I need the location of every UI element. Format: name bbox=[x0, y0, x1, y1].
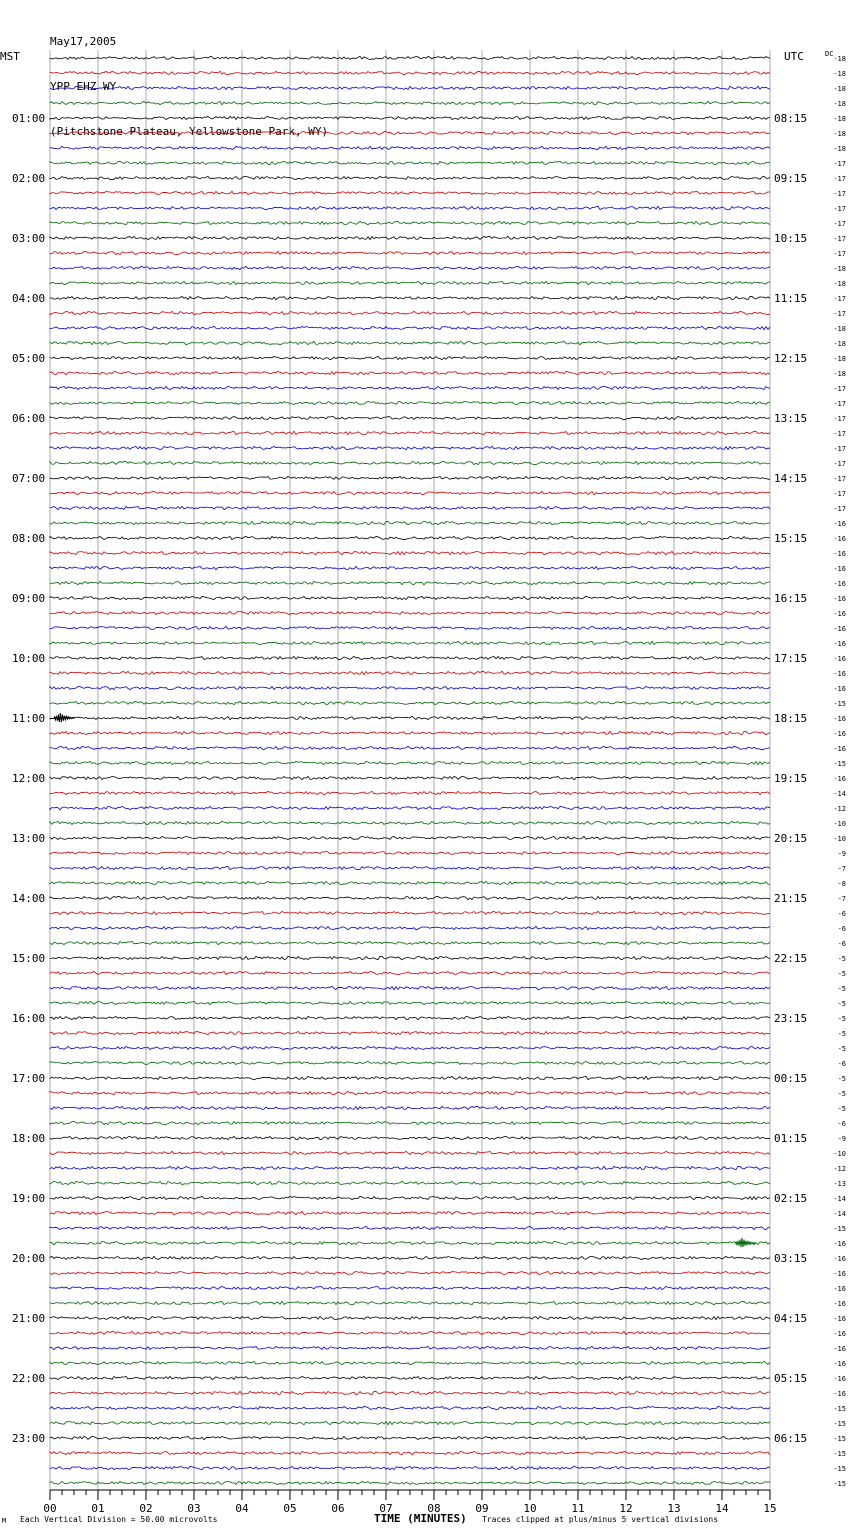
trace-row-65 bbox=[50, 1031, 770, 1034]
trace-row-38 bbox=[50, 626, 770, 629]
utc-label-6: 13:15 bbox=[774, 412, 808, 425]
vertical-division-note: Each Vertical Division = 50.00 microvolts bbox=[20, 1515, 218, 1524]
x-tick-label-8: 08 bbox=[427, 1502, 441, 1515]
x-tick-label-0: 00 bbox=[43, 1502, 57, 1515]
dc-offset-79: -16 bbox=[833, 1240, 846, 1248]
event-burst-1 bbox=[736, 1238, 756, 1247]
trace-row-80 bbox=[50, 1256, 770, 1259]
trace-row-34 bbox=[50, 566, 770, 569]
dc-offset-15: -18 bbox=[833, 280, 846, 288]
trace-row-27 bbox=[50, 461, 770, 464]
trace-row-87 bbox=[50, 1361, 770, 1364]
utc-label-13: 20:15 bbox=[774, 832, 808, 845]
dc-offset-85: -16 bbox=[833, 1330, 846, 1338]
trace-row-30 bbox=[50, 506, 770, 509]
dc-offset-37: -16 bbox=[833, 610, 846, 618]
dc-offset-93: -15 bbox=[833, 1450, 846, 1458]
dc-offset-2: -18 bbox=[833, 85, 846, 93]
trace-row-21 bbox=[50, 371, 770, 374]
trace-row-88 bbox=[50, 1376, 770, 1379]
trace-row-25 bbox=[50, 431, 770, 434]
trace-row-39 bbox=[50, 641, 770, 644]
utc-label-18: 01:15 bbox=[774, 1132, 808, 1145]
trace-row-51 bbox=[50, 821, 770, 824]
utc-label-1: 08:15 bbox=[774, 112, 808, 125]
trace-row-81 bbox=[50, 1271, 770, 1274]
x-tick-label-5: 05 bbox=[283, 1502, 297, 1515]
dc-offset-65: -5 bbox=[837, 1030, 846, 1038]
mst-label-18: 18:00 bbox=[12, 1132, 46, 1145]
trace-row-48 bbox=[50, 776, 770, 779]
x-tick-label-9: 09 bbox=[475, 1502, 489, 1515]
utc-axis-title: UTC bbox=[784, 50, 804, 63]
utc-label-4: 11:15 bbox=[774, 292, 808, 305]
dc-offset-58: -6 bbox=[837, 925, 846, 933]
trace-row-68 bbox=[50, 1076, 770, 1079]
dc-offset-18: -18 bbox=[833, 325, 846, 333]
x-tick-label-1: 01 bbox=[91, 1502, 105, 1515]
dc-offset-1: -18 bbox=[833, 70, 846, 78]
dc-offset-14: -18 bbox=[833, 265, 846, 273]
dc-offset-8: -17 bbox=[833, 175, 846, 183]
dc-offset-69: -5 bbox=[837, 1090, 846, 1098]
mst-label-7: 07:00 bbox=[12, 472, 46, 485]
dc-offset-77: -14 bbox=[833, 1210, 846, 1218]
mst-axis-title: MST bbox=[0, 50, 20, 63]
trace-row-28 bbox=[50, 476, 770, 479]
utc-label-19: 02:15 bbox=[774, 1192, 808, 1205]
dc-offset-44: -16 bbox=[833, 715, 846, 723]
trace-row-41 bbox=[50, 671, 770, 674]
dc-offset-32: -16 bbox=[833, 535, 846, 543]
x-tick-label-14: 14 bbox=[715, 1502, 729, 1515]
dc-offset-67: -6 bbox=[837, 1060, 846, 1068]
trace-row-52 bbox=[50, 836, 770, 839]
trace-row-90 bbox=[50, 1406, 770, 1409]
mst-label-9: 09:00 bbox=[12, 592, 46, 605]
dc-offset-34: -16 bbox=[833, 565, 846, 573]
dc-offset-86: -16 bbox=[833, 1345, 846, 1353]
mst-label-8: 08:00 bbox=[12, 532, 46, 545]
trace-row-57 bbox=[50, 911, 770, 914]
trace-row-70 bbox=[50, 1106, 770, 1109]
utc-label-16: 23:15 bbox=[774, 1012, 808, 1025]
dc-offset-38: -16 bbox=[833, 625, 846, 633]
dc-offset-6: -18 bbox=[833, 145, 846, 153]
dc-offset-54: -7 bbox=[837, 865, 846, 873]
dc-offset-89: -16 bbox=[833, 1390, 846, 1398]
dc-offset-88: -16 bbox=[833, 1375, 846, 1383]
x-tick-label-7: 07 bbox=[379, 1502, 393, 1515]
trace-row-7 bbox=[50, 161, 770, 164]
utc-label-7: 14:15 bbox=[774, 472, 808, 485]
x-axis-title: TIME (MINUTES) bbox=[374, 1512, 467, 1525]
trace-row-32 bbox=[50, 536, 770, 539]
trace-row-95 bbox=[50, 1481, 770, 1484]
trace-row-71 bbox=[50, 1121, 770, 1124]
utc-label-10: 17:15 bbox=[774, 652, 808, 665]
dc-offset-39: -16 bbox=[833, 640, 846, 648]
trace-row-42 bbox=[50, 686, 770, 689]
mst-label-19: 19:00 bbox=[12, 1192, 46, 1205]
trace-row-78 bbox=[50, 1226, 770, 1229]
trace-row-56 bbox=[50, 896, 770, 899]
x-tick-label-12: 12 bbox=[619, 1502, 633, 1515]
dc-offset-66: -5 bbox=[837, 1045, 846, 1053]
dc-offset-17: -17 bbox=[833, 310, 846, 318]
mst-label-1: 01:00 bbox=[12, 112, 46, 125]
dc-offset-55: -8 bbox=[837, 880, 846, 888]
dc-offset-72: -9 bbox=[837, 1135, 846, 1143]
dc-offset-52: -10 bbox=[833, 835, 846, 843]
trace-row-85 bbox=[50, 1331, 770, 1334]
trace-row-59 bbox=[50, 941, 770, 944]
trace-row-43 bbox=[50, 701, 770, 704]
mst-label-5: 05:00 bbox=[12, 352, 46, 365]
dc-offset-50: -12 bbox=[833, 805, 846, 813]
trace-row-6 bbox=[50, 146, 770, 149]
trace-row-44 bbox=[50, 716, 770, 719]
trace-row-19 bbox=[50, 341, 770, 344]
trace-row-89 bbox=[50, 1391, 770, 1394]
dc-offset-57: -6 bbox=[837, 910, 846, 918]
utc-label-5: 12:15 bbox=[774, 352, 808, 365]
utc-label-9: 16:15 bbox=[774, 592, 808, 605]
dc-offset-61: -5 bbox=[837, 970, 846, 978]
mst-label-3: 03:00 bbox=[12, 232, 46, 245]
mst-label-4: 04:00 bbox=[12, 292, 46, 305]
trace-row-14 bbox=[50, 266, 770, 269]
mst-label-20: 20:00 bbox=[12, 1252, 46, 1265]
corner-mark: M bbox=[2, 1517, 7, 1525]
dc-offset-9: -17 bbox=[833, 190, 846, 198]
dc-offset-30: -17 bbox=[833, 505, 846, 513]
trace-row-33 bbox=[50, 551, 770, 554]
dc-offset-29: -17 bbox=[833, 490, 846, 498]
dc-offset-74: -12 bbox=[833, 1165, 846, 1173]
trace-row-35 bbox=[50, 581, 770, 584]
dc-offset-45: -16 bbox=[833, 730, 846, 738]
dc-offset-5: -18 bbox=[833, 130, 846, 138]
header-station: YPP EHZ WY bbox=[50, 80, 117, 93]
dc-offset-35: -16 bbox=[833, 580, 846, 588]
mst-label-10: 10:00 bbox=[12, 652, 46, 665]
dc-offset-53: -9 bbox=[837, 850, 846, 858]
utc-label-2: 09:15 bbox=[774, 172, 808, 185]
dc-offset-43: -15 bbox=[833, 700, 846, 708]
dc-offset-81: -16 bbox=[833, 1270, 846, 1278]
trace-row-16 bbox=[50, 296, 770, 299]
x-tick-label-15: 15 bbox=[763, 1502, 777, 1515]
trace-row-92 bbox=[50, 1436, 770, 1439]
dc-offset-46: -16 bbox=[833, 745, 846, 753]
mst-label-11: 11:00 bbox=[12, 712, 46, 725]
utc-label-22: 05:15 bbox=[774, 1372, 808, 1385]
mst-label-23: 23:00 bbox=[12, 1432, 46, 1445]
dc-offset-labels bbox=[833, 55, 846, 1488]
trace-row-86 bbox=[50, 1346, 770, 1349]
trace-row-10 bbox=[50, 206, 770, 209]
dc-offset-28: -17 bbox=[833, 475, 846, 483]
trace-row-58 bbox=[50, 926, 770, 929]
trace-row-91 bbox=[50, 1421, 770, 1424]
mst-hour-labels bbox=[12, 112, 45, 1445]
mst-label-16: 16:00 bbox=[12, 1012, 46, 1025]
trace-row-20 bbox=[50, 356, 770, 359]
dc-offset-75: -13 bbox=[833, 1180, 846, 1188]
trace-row-17 bbox=[50, 311, 770, 314]
utc-label-15: 22:15 bbox=[774, 952, 808, 965]
dc-offset-20: -18 bbox=[833, 355, 846, 363]
dc-offset-27: -17 bbox=[833, 460, 846, 468]
dc-offset-7: -17 bbox=[833, 160, 846, 168]
dc-offset-49: -14 bbox=[833, 790, 846, 798]
trace-row-84 bbox=[50, 1316, 770, 1319]
dc-offset-83: -16 bbox=[833, 1300, 846, 1308]
trace-row-3 bbox=[50, 101, 770, 104]
dc-offset-13: -17 bbox=[833, 250, 846, 258]
dc-offset-51: -10 bbox=[833, 820, 846, 828]
dc-offset-36: -16 bbox=[833, 595, 846, 603]
dc-offset-60: -5 bbox=[837, 955, 846, 963]
dc-offset-4: -18 bbox=[833, 115, 846, 123]
dc-offset-92: -15 bbox=[833, 1435, 846, 1443]
trace-row-93 bbox=[50, 1451, 770, 1454]
trace-row-29 bbox=[50, 491, 770, 494]
trace-row-62 bbox=[50, 986, 770, 989]
trace-row-18 bbox=[50, 326, 770, 330]
dc-offset-62: -5 bbox=[837, 985, 846, 993]
trace-row-22 bbox=[50, 386, 770, 389]
utc-label-11: 18:15 bbox=[774, 712, 808, 725]
trace-row-15 bbox=[50, 281, 770, 284]
trace-row-37 bbox=[50, 611, 770, 614]
trace-row-69 bbox=[50, 1091, 770, 1094]
dc-offset-16: -17 bbox=[833, 295, 846, 303]
dc-offset-84: -16 bbox=[833, 1315, 846, 1323]
x-tick-label-13: 13 bbox=[667, 1502, 681, 1515]
dc-offset-42: -16 bbox=[833, 685, 846, 693]
dc-offset-56: -7 bbox=[837, 895, 846, 903]
x-tick-label-11: 11 bbox=[571, 1502, 585, 1515]
trace-row-67 bbox=[50, 1061, 770, 1064]
x-tick-label-2: 02 bbox=[139, 1502, 153, 1515]
mst-label-6: 06:00 bbox=[12, 412, 46, 425]
dc-offset-76: -14 bbox=[833, 1195, 846, 1203]
x-tick-label-4: 04 bbox=[235, 1502, 249, 1515]
trace-row-45 bbox=[50, 731, 770, 734]
mst-label-21: 21:00 bbox=[12, 1312, 46, 1325]
trace-row-4 bbox=[50, 116, 770, 119]
header-date: May17,2005 bbox=[50, 35, 117, 48]
utc-label-8: 15:15 bbox=[774, 532, 808, 545]
trace-row-73 bbox=[50, 1151, 770, 1154]
trace-row-12 bbox=[50, 236, 770, 239]
trace-row-1 bbox=[50, 71, 770, 74]
trace-row-31 bbox=[50, 521, 770, 524]
dc-offset-95: -15 bbox=[833, 1480, 846, 1488]
trace-row-13 bbox=[50, 251, 770, 254]
utc-label-23: 06:15 bbox=[774, 1432, 808, 1445]
trace-row-40 bbox=[50, 656, 770, 659]
mst-label-2: 02:00 bbox=[12, 172, 46, 185]
dc-offset-47: -15 bbox=[833, 760, 846, 768]
mst-label-13: 13:00 bbox=[12, 832, 46, 845]
mst-label-22: 22:00 bbox=[12, 1372, 46, 1385]
mst-label-14: 14:00 bbox=[12, 892, 46, 905]
trace-row-79 bbox=[50, 1241, 770, 1244]
dc-offset-33: -16 bbox=[833, 550, 846, 558]
dc-offset-63: -5 bbox=[837, 1000, 846, 1008]
trace-row-60 bbox=[50, 956, 770, 959]
utc-label-14: 21:15 bbox=[774, 892, 808, 905]
dc-offset-78: -15 bbox=[833, 1225, 846, 1233]
trace-row-77 bbox=[50, 1211, 770, 1214]
dc-offset-41: -16 bbox=[833, 670, 846, 678]
header-location: (Pitchstone Plateau, Yellowstone Park, WY) bbox=[50, 125, 329, 138]
x-tick-label-10: 10 bbox=[523, 1502, 537, 1515]
utc-label-12: 19:15 bbox=[774, 772, 808, 785]
trace-row-8 bbox=[50, 176, 770, 179]
dc-offset-94: -15 bbox=[833, 1465, 846, 1473]
trace-row-82 bbox=[50, 1286, 770, 1290]
trace-row-76 bbox=[50, 1196, 770, 1200]
dc-offset-26: -17 bbox=[833, 445, 846, 453]
trace-row-36 bbox=[50, 596, 770, 599]
trace-row-5 bbox=[50, 131, 770, 134]
trace-row-2 bbox=[50, 86, 770, 89]
mst-label-15: 15:00 bbox=[12, 952, 46, 965]
trace-row-46 bbox=[50, 746, 770, 749]
trace-row-50 bbox=[50, 806, 770, 809]
trace-row-94 bbox=[50, 1466, 770, 1469]
dc-offset-31: -16 bbox=[833, 520, 846, 528]
trace-row-74 bbox=[50, 1166, 770, 1169]
dc-offset-40: -16 bbox=[833, 655, 846, 663]
trace-row-61 bbox=[50, 971, 770, 974]
x-tick-label-3: 03 bbox=[187, 1502, 201, 1515]
dc-column-title: DC bbox=[825, 50, 834, 58]
trace-row-26 bbox=[50, 446, 770, 449]
x-tick-label-6: 06 bbox=[331, 1502, 345, 1515]
trace-row-66 bbox=[50, 1046, 770, 1049]
trace-row-83 bbox=[50, 1301, 770, 1304]
trace-row-53 bbox=[50, 851, 770, 855]
dc-offset-23: -17 bbox=[833, 400, 846, 408]
trace-row-55 bbox=[50, 881, 770, 884]
dc-offset-10: -17 bbox=[833, 205, 846, 213]
dc-offset-91: -15 bbox=[833, 1420, 846, 1428]
trace-row-0 bbox=[50, 56, 770, 59]
dc-offset-25: -17 bbox=[833, 430, 846, 438]
dc-offset-48: -16 bbox=[833, 775, 846, 783]
utc-hour-labels bbox=[774, 112, 807, 1445]
dc-offset-64: -5 bbox=[837, 1015, 846, 1023]
clip-note: Traces clipped at plus/minus 5 vertical divisions bbox=[482, 1515, 719, 1524]
trace-row-54 bbox=[50, 866, 770, 869]
dc-offset-73: -10 bbox=[833, 1150, 846, 1158]
dc-offset-19: -18 bbox=[833, 340, 846, 348]
trace-row-9 bbox=[50, 191, 770, 194]
dc-offset-0: -18 bbox=[833, 55, 846, 63]
trace-row-63 bbox=[50, 1001, 770, 1004]
trace-row-24 bbox=[50, 416, 770, 420]
trace-row-72 bbox=[50, 1136, 770, 1139]
dc-offset-22: -17 bbox=[833, 385, 846, 393]
dc-offset-87: -16 bbox=[833, 1360, 846, 1368]
trace-row-23 bbox=[50, 401, 770, 404]
dc-offset-24: -17 bbox=[833, 415, 846, 423]
dc-offset-70: -5 bbox=[837, 1105, 846, 1113]
trace-row-75 bbox=[50, 1181, 770, 1184]
dc-offset-71: -6 bbox=[837, 1120, 846, 1128]
dc-offset-68: -5 bbox=[837, 1075, 846, 1083]
dc-offset-82: -16 bbox=[833, 1285, 846, 1293]
dc-offset-90: -15 bbox=[833, 1405, 846, 1413]
trace-rows bbox=[50, 56, 770, 1484]
dc-offset-21: -18 bbox=[833, 370, 846, 378]
mst-label-17: 17:00 bbox=[12, 1072, 46, 1085]
dc-offset-80: -16 bbox=[833, 1255, 846, 1263]
dc-offset-12: -17 bbox=[833, 235, 846, 243]
dc-offset-3: -18 bbox=[833, 100, 846, 108]
trace-row-11 bbox=[50, 221, 770, 224]
mst-label-12: 12:00 bbox=[12, 772, 46, 785]
dc-offset-59: -6 bbox=[837, 940, 846, 948]
utc-label-3: 10:15 bbox=[774, 232, 808, 245]
utc-label-17: 00:15 bbox=[774, 1072, 808, 1085]
trace-row-47 bbox=[50, 761, 770, 765]
dc-offset-11: -17 bbox=[833, 220, 846, 228]
utc-label-20: 03:15 bbox=[774, 1252, 808, 1265]
minute-gridlines bbox=[50, 50, 770, 1498]
utc-label-21: 04:15 bbox=[774, 1312, 808, 1325]
trace-row-49 bbox=[50, 791, 770, 794]
trace-row-64 bbox=[50, 1016, 770, 1019]
